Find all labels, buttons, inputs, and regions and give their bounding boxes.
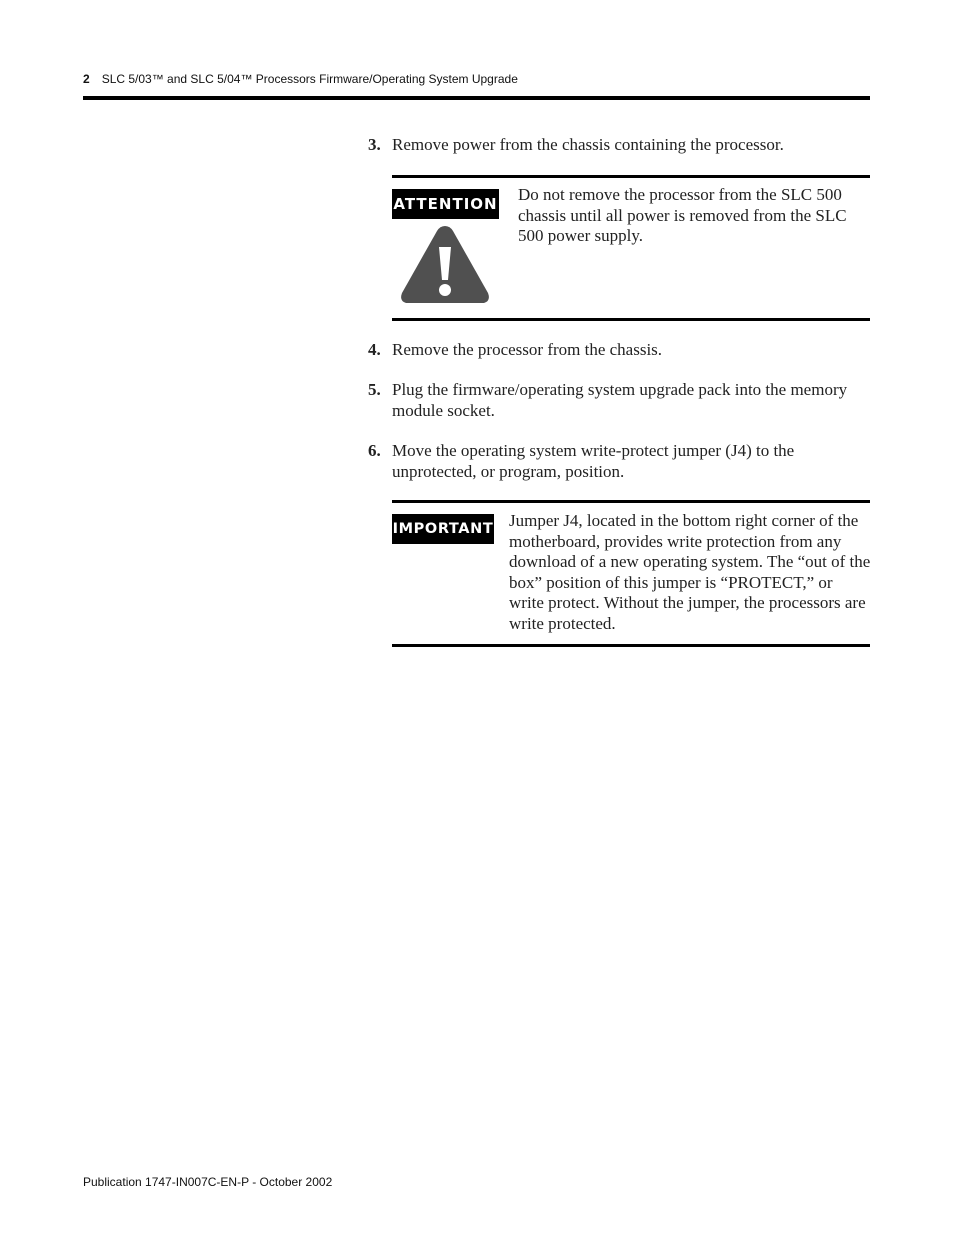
header-rule <box>83 96 870 100</box>
step-number: 6. <box>368 441 381 460</box>
attention-bottom-rule <box>392 318 870 321</box>
important-bottom-rule <box>392 644 870 647</box>
attention-text: Do not remove the processor from the SLC 500 chassis until all power is removed from the SLC 500 power supply. <box>518 185 847 245</box>
important-top-rule <box>392 500 870 503</box>
page-header <box>83 72 518 86</box>
step-number: 4. <box>368 340 381 359</box>
attention-label: ATTENTION <box>392 189 499 219</box>
important-text: Jumper J4, located in the bottom right corner of the motherboard, provides write protection from any download of a new operating system. The “out of the box” position of this jumper is “PROTECT,” or write protect. Without the jumper, the processors are write protected. <box>509 511 871 633</box>
warning-triangle-icon <box>399 222 491 306</box>
page-footer: Publication 1747-IN007C-EN-P - October 2002 <box>83 1175 333 1189</box>
step-text: Move the operating system write-protect jumper (J4) to the unprotected, or program, position. <box>392 441 795 481</box>
step-number: 3. <box>368 135 381 154</box>
page-number: 2 <box>83 72 90 86</box>
header-title: SLC 5/03™ and SLC 5/04™ Processors Firmware/Operating System Upgrade <box>101 72 518 86</box>
step-text: Plug the firmware/operating system upgrade pack into the memory module socket. <box>392 380 848 420</box>
step-text: Remove the processor from the chassis. <box>392 340 663 359</box>
step-number: 5. <box>368 380 381 399</box>
important-label: IMPORTANT <box>392 514 494 544</box>
step-text: Remove power from the chassis containing the processor. <box>392 135 784 154</box>
attention-top-rule <box>392 175 870 178</box>
